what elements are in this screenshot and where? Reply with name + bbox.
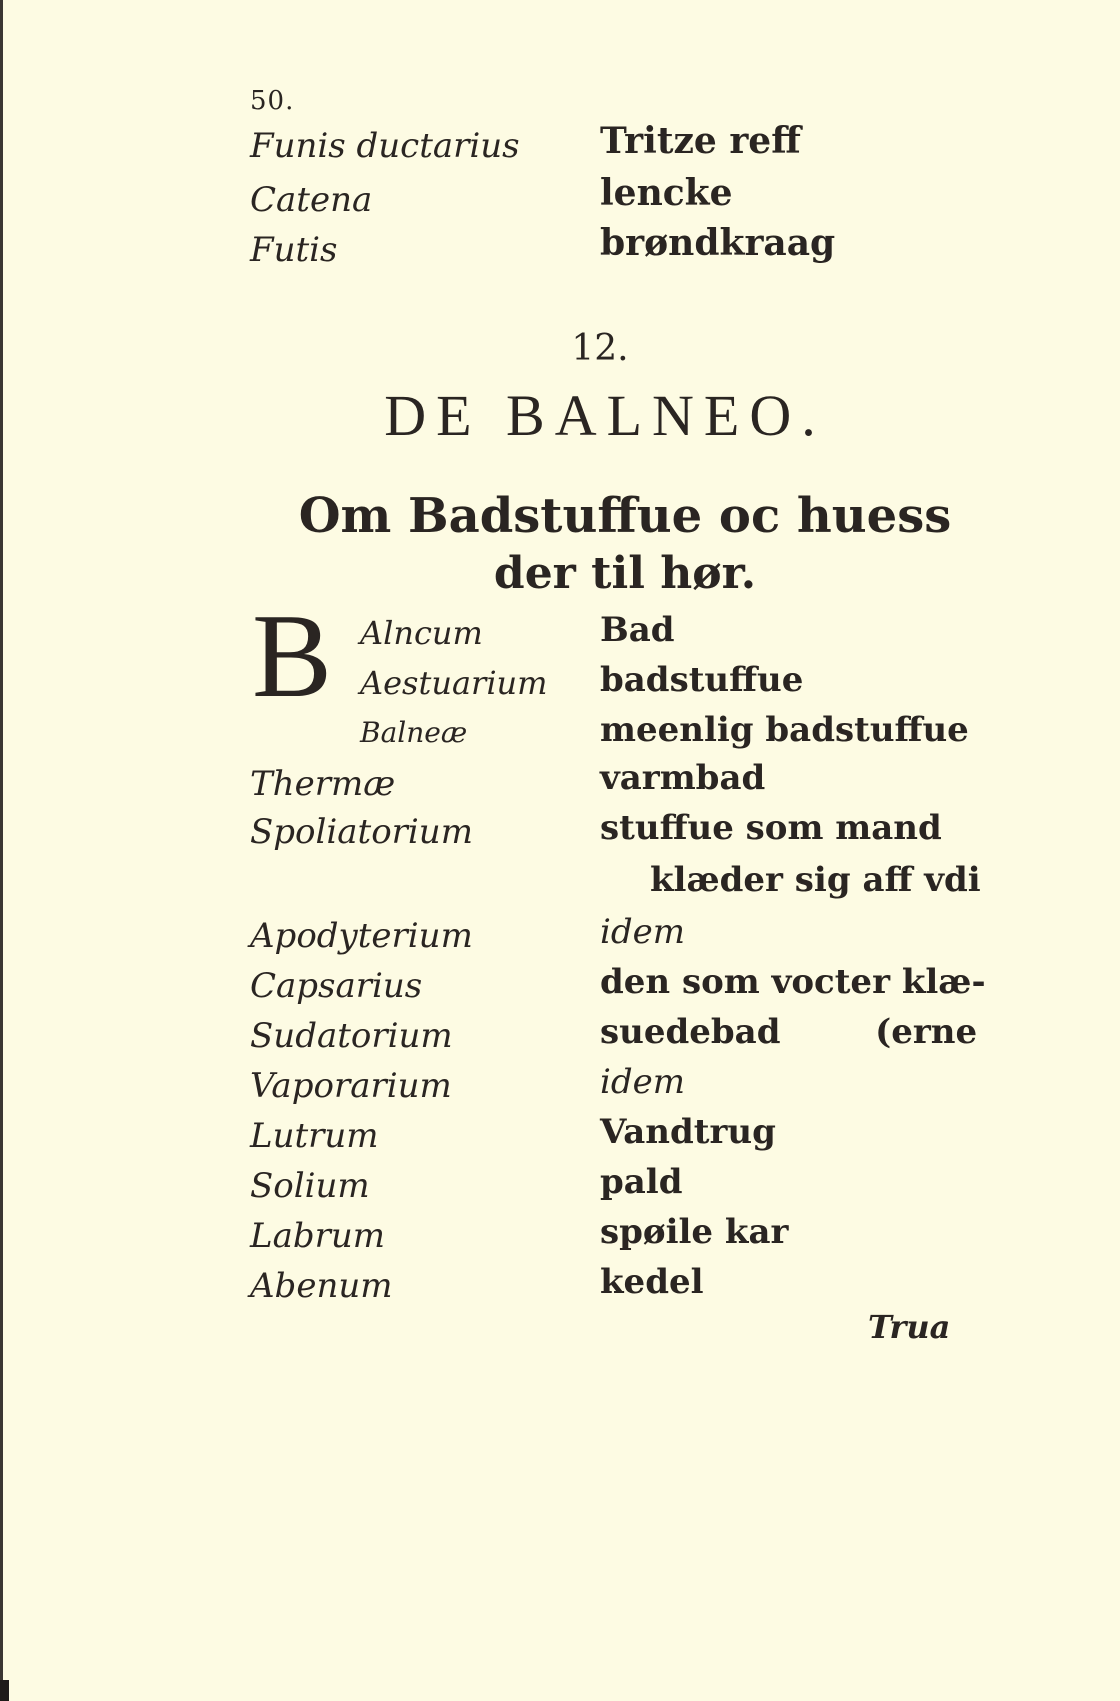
danish-term: idem [600,1062,685,1102]
page-edge [0,0,3,1701]
subtitle-line-2: der til hør. [493,548,757,599]
latin-term: Apodyterium [250,916,473,956]
latin-term: Futis [250,230,338,270]
latin-term: Funis ductarius [250,126,520,166]
latin-term: Vaporarium [250,1066,452,1106]
latin-term: Lutrum [250,1116,379,1156]
danish-term: lencke [600,172,733,214]
latin-term: Balneæ [360,716,468,749]
danish-term: badstuffue [600,660,804,700]
page-number: 50. [250,86,295,116]
latin-term: Spoliatorium [250,812,473,852]
danish-term: den som vocter klæ- [600,962,986,1002]
danish-term: meenlig badstuffue [600,710,969,750]
danish-term: spøile kar [600,1212,789,1252]
latin-term: Capsarius [250,966,423,1006]
latin-term: Labrum [250,1216,386,1256]
catchword: Trua [868,1308,951,1346]
section-title: DE BALNEO. [384,383,826,448]
section-number: 12. [571,328,629,369]
latin-term: Catena [250,180,373,220]
danish-term: kedel [600,1262,704,1302]
danish-term: Vandtrug [600,1112,776,1152]
edge-mark [0,1680,9,1701]
danish-term: Bad [600,610,675,650]
danish-term: stuffue som mand [600,808,942,848]
danish-term: Tritze reff [600,120,801,162]
danish-term: klæder sig aff vdi [650,860,981,900]
danish-term: varmbad [600,758,766,798]
latin-term: Sudatorium [250,1016,453,1056]
latin-term: Solium [250,1166,370,1206]
latin-term: Thermæ [250,764,396,804]
danish-term: idem [600,912,685,952]
drop-cap: B [252,589,333,722]
latin-term: Abenum [250,1266,393,1306]
danish-term: suedebad (erne [600,1012,978,1052]
danish-term: pald [600,1162,683,1202]
subtitle-line-1: Om Badstuffue oc huess [298,488,952,544]
latin-term: Alncum [360,614,483,652]
danish-term: brøndkraag [600,222,836,264]
latin-term: Aestuarium [360,664,548,702]
